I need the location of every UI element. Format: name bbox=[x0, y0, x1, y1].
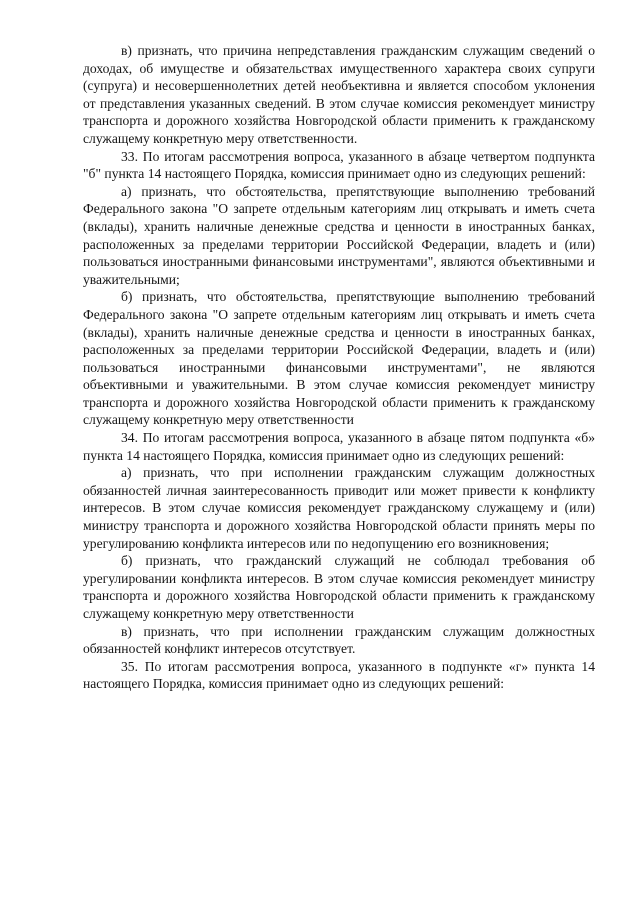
paragraph-34v: в) признать, что при исполнении гражданским служащим должностных обязанностей конфликт интересов отсутствует. bbox=[83, 623, 595, 657]
paragraph-34b: б) признать, что гражданский служащий не соблюдал требования об урегулировании конфликта интересов. В этом случае комиссия рекомендует министру транспорта и дорожного хозяйства Новгородской области применить к гражданскому служащему конкретную меру ответственности bbox=[83, 553, 595, 621]
paragraph-34a: а) признать, что при исполнении гражданским служащим должностных обязанностей личная заинтересованность приводит или может привести к конфликту интересов. В этом случае комиссия рекомендует гражданскому служащему и (или) министру транспорта и дорожного хозяйства Новгородской области принять меры по урегулированию конфликта интересов или по недопущению его возникновения; bbox=[83, 465, 595, 551]
paragraph-35: 35. По итогам рассмотрения вопроса, указанного в подпункте «г» пункта 14 настоящего Порядка, комиссия принимает одно из следующих решений: bbox=[83, 658, 595, 692]
document-page bbox=[83, 42, 595, 693]
paragraph-32v: в) признать, что причина непредставления гражданским служащим сведений о доходах, об имуществе и обязательствах имущественного характера своих супруги (супруга) и несовершеннолетних детей необъективна и является способом уклонения от представления указанных сведений. В этом случае комиссия рекомендует министру транспорта и дорожного хозяйства Новгородской области применить к гражданскому служащему конкретную меру ответственности. bbox=[83, 43, 595, 146]
paragraph-33: 33. По итогам рассмотрения вопроса, указанного в абзаце четвертом подпункта "б" пункта 14 настоящего Порядка, комиссия принимает одно из следующих решений: bbox=[83, 148, 595, 182]
paragraph-33b: б) признать, что обстоятельства, препятствующие выполнению требований Федерального закона "О запрете отдельным категориям лиц открывать и иметь счета (вклады), хранить наличные денежные средства и ценности в иностранных банках, расположенных за пределами территории Российской Федерации, владеть и (или) пользоваться иностранными финансовыми инструментами", не являются объективными и уважительными. В этом случае комиссия рекомендует министру транспорта и дорожного хозяйства Новгородской области применить к гражданскому служащему конкретную меру ответственности bbox=[83, 289, 595, 428]
paragraph-33a: а) признать, что обстоятельства, препятствующие выполнению требований Федерального закона "О запрете отдельным категориям лиц открывать и иметь счета (вклады), хранить наличные денежные средства и ценности в иностранных банках, расположенных за пределами территории Российской Федерации, владеть и (или) пользоваться иностранными финансовыми инструментами", являются объективными и уважительными; bbox=[83, 183, 595, 287]
paragraph-34: 34. По итогам рассмотрения вопроса, указанного в абзаце пятом подпункта «б» пункта 14 настоящего Порядка, комиссия принимает одно из следующих решений: bbox=[83, 430, 595, 463]
